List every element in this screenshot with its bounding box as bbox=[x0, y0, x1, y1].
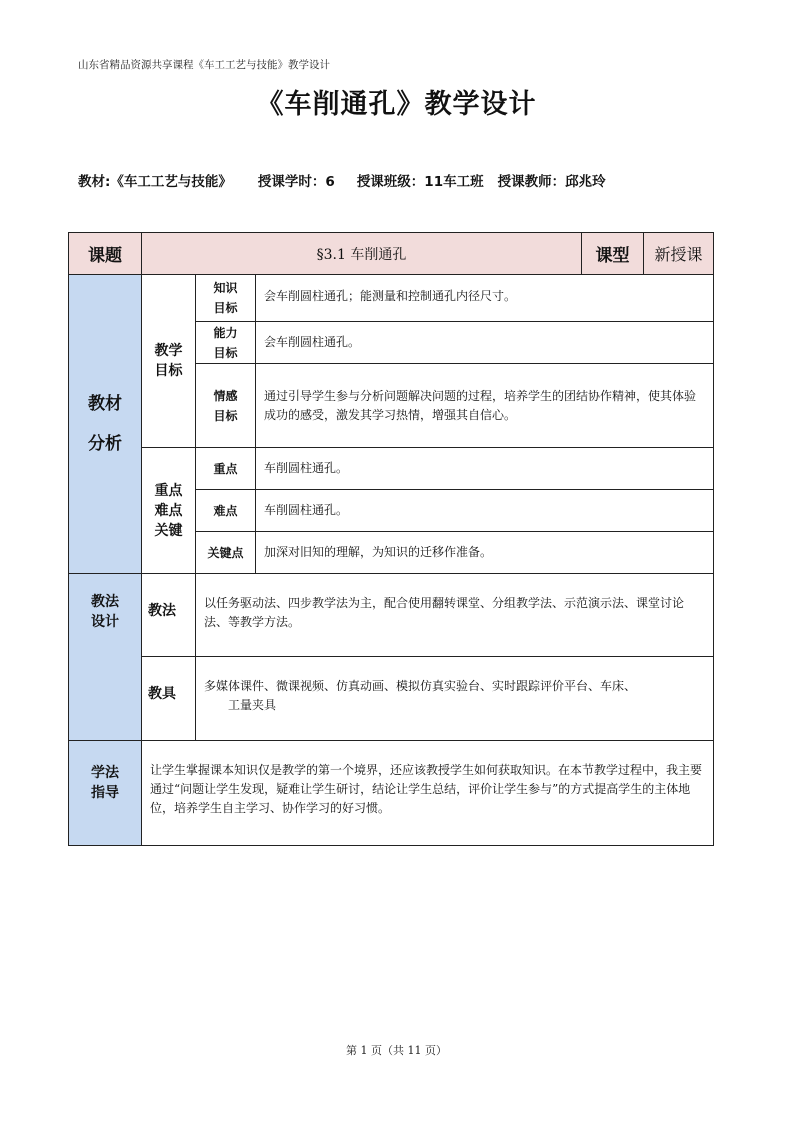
method-row bbox=[69, 574, 714, 657]
type-label: 课型 bbox=[582, 233, 644, 275]
topic-label: 课题 bbox=[69, 233, 142, 275]
goals-label-line2: 目标 bbox=[154, 363, 183, 379]
ability-label-line2: 目标 bbox=[213, 345, 238, 360]
focus-row bbox=[69, 448, 714, 490]
keypoints-label-line2: 难点 bbox=[154, 502, 183, 519]
study-label bbox=[69, 741, 142, 846]
keypoints-label-line3: 关键 bbox=[154, 522, 183, 539]
topic-row bbox=[69, 233, 714, 275]
info-line bbox=[78, 170, 606, 190]
ability-label-line1: 能力 bbox=[213, 325, 238, 340]
analysis-label-line1: 教材 bbox=[88, 394, 122, 414]
type-value: 新授课 bbox=[644, 233, 714, 275]
goals-label-line1: 教学 bbox=[154, 343, 183, 359]
page-footer: 第 1 页（共 11 页） bbox=[346, 1044, 447, 1057]
study-label-line1: 学法 bbox=[91, 765, 119, 781]
study-label-line2: 指导 bbox=[91, 785, 119, 801]
method-design-label-line2: 设计 bbox=[91, 614, 119, 630]
focus-label: 重点 bbox=[196, 448, 256, 490]
tools-text-line2: 工量夹具 bbox=[228, 698, 277, 712]
key-label: 关键点 bbox=[196, 532, 256, 574]
key-text: 加深对旧知的理解，为知识的迁移作准备。 bbox=[256, 532, 714, 574]
ability-text: 会车削圆柱通孔。 bbox=[256, 322, 714, 364]
study-text: 让学生掌握课本知识仅是教学的第一个境界，还应该教授学生如何获取知识。在本节教学过程中，我主要通过“问题让学生发现，疑难让学生研讨，结论让学生总结，评价让学生参与”的方式提高学生的主体地位，培养学生自主学习、协作学习的好习惯。 bbox=[142, 741, 714, 846]
textbook-info: 教材:《车工工艺与技能》 bbox=[78, 174, 232, 190]
method-text: 以任务驱动法、四步教学法为主，配合使用翻转课堂、分组教学法、示范演示法、课堂讨论法、等教学方法。 bbox=[196, 574, 714, 657]
knowledge-label bbox=[196, 275, 256, 322]
class-info: 授课班级：11车工班 bbox=[356, 174, 484, 190]
header-note: 山东省精品资源共享课程《车工工艺与技能》教学设计 bbox=[78, 59, 330, 71]
lesson-plan-table bbox=[68, 232, 714, 846]
emotion-text: 通过引导学生参与分析问题解决问题的过程，培养学生的团结协作精神，使其体验成功的感受，激发其学习热情，增强其自信心。 bbox=[256, 364, 714, 448]
emotion-label-line1: 情感 bbox=[213, 388, 238, 403]
difficulty-text: 车削圆柱通孔。 bbox=[256, 490, 714, 532]
study-row bbox=[69, 741, 714, 846]
analysis-label bbox=[69, 275, 142, 574]
teacher-info: 授课教师：邱兆玲 bbox=[497, 174, 606, 190]
tools-label: 教具 bbox=[142, 657, 196, 741]
method-design-label bbox=[69, 574, 142, 741]
knowledge-text: 会车削圆柱通孔；能测量和控制通孔内径尺寸。 bbox=[256, 275, 714, 322]
keypoints-label-line1: 重点 bbox=[154, 482, 183, 499]
goals-label bbox=[142, 275, 196, 448]
knowledge-row bbox=[69, 275, 714, 322]
emotion-label bbox=[196, 364, 256, 448]
knowledge-label-line1: 知识 bbox=[213, 281, 238, 295]
focus-text: 车削圆柱通孔。 bbox=[256, 448, 714, 490]
tools-row bbox=[69, 657, 714, 741]
method-design-label-line1: 教法 bbox=[91, 594, 119, 610]
tools-text bbox=[196, 657, 714, 741]
knowledge-label-line2: 目标 bbox=[213, 301, 238, 315]
method-label: 教法 bbox=[142, 574, 196, 657]
ability-label bbox=[196, 322, 256, 364]
analysis-label-line2: 分析 bbox=[88, 434, 122, 454]
tools-text-line1: 多媒体课件、微课视频、仿真动画、模拟仿真实验台、实时跟踪评价平台、车床、 bbox=[204, 679, 637, 693]
difficulty-label: 难点 bbox=[196, 490, 256, 532]
keypoints-label bbox=[142, 448, 196, 574]
document-title: 《车削通孔》教学设计 bbox=[256, 89, 537, 120]
topic-value: §3.1 车削通孔 bbox=[142, 233, 582, 275]
emotion-label-line2: 目标 bbox=[213, 408, 238, 423]
hours-info: 授课学时：6 bbox=[257, 174, 335, 190]
